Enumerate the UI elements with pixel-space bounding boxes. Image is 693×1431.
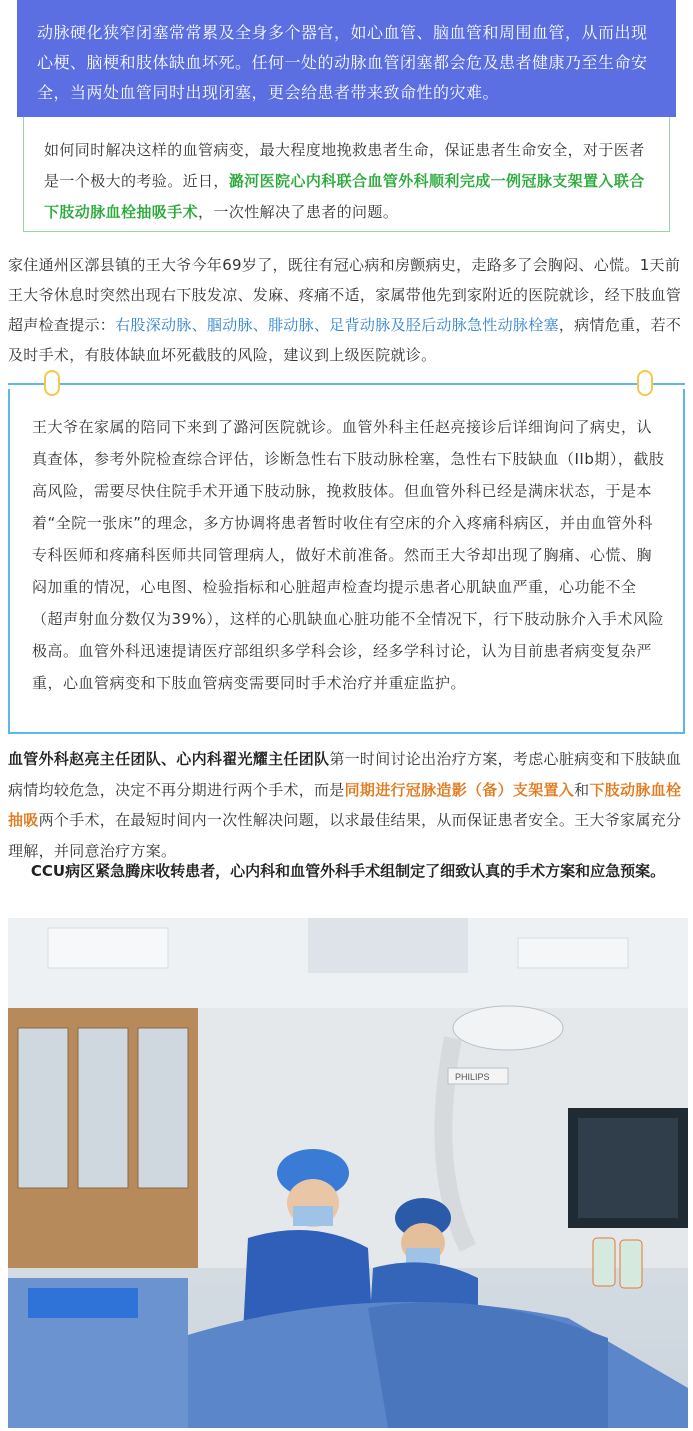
plan-highlight-1: 同期进行冠脉造影（备）支架置入 xyxy=(344,780,575,799)
ceiling-light xyxy=(48,928,168,968)
intro-text-a: 如何同时解决这样的血管病变，最大程度地挽救患者生命，保证患者生命安全，对于医者是一个极大的考验。近日， xyxy=(44,141,645,190)
surgery-scene xyxy=(8,918,688,1428)
plan-teams: 血管外科赵亮主任团队、心内科翟光耀主任团队 xyxy=(8,750,330,768)
surgeon-mask-2 xyxy=(406,1248,440,1264)
intro-highlight: 潞河医院心内科联合血管外科顺利完成一例冠脉支架置入联合下肢动脉血栓抽吸手术 xyxy=(44,172,645,221)
iv-bag-2 xyxy=(620,1240,642,1288)
plan-text-a: 第一时间讨论出治疗方案，考虑心脏病变和下肢缺血病情均较危急，决定不再分期进行两个手术，而是 xyxy=(8,750,682,799)
plan-text-and: 和 xyxy=(574,780,590,799)
intro-text-b: ，一次性解决了患者的问题。 xyxy=(198,203,399,221)
intro-box xyxy=(23,117,670,232)
x-ray-detector xyxy=(453,1006,563,1050)
cabinet-glass-1 xyxy=(18,1028,68,1188)
case-paragraph xyxy=(8,250,688,370)
framed-paragraph xyxy=(8,389,685,734)
caption-text: CCU病区紧急腾床收转患者，心内科和血管外科手术组制定了细致认真的手术方案和应急预案。 xyxy=(30,862,666,880)
ceiling-rail xyxy=(308,918,468,973)
plan-highlight-2: 下肢动脉血栓抽吸 xyxy=(8,780,682,829)
ceiling-light-2 xyxy=(518,938,628,968)
intro-banner xyxy=(17,0,676,117)
case-text-a: 家住通州区漷县镇的王大爷今年69岁了，既往有冠心病和房颤病史，走路多了会胸闷、心慌。1天前王大爷休息时突然出现右下肢发凉、发麻、疼痛不适，家属带他先到家附近的医院就诊，经下肢血管超声检查提示： xyxy=(8,256,682,334)
surgery-photo xyxy=(8,918,688,1428)
framed-text: 王大爷在家属的陪同下来到了潞河医院就诊。血管外科主任赵亮接诊后详细询问了病史，认真查体，参考外院检查综合评估，诊断急性右下肢动脉栓塞，急性右下肢缺血（IIb期），截肢高风险，需要尽快住院手术开通下肢动脉，挽救肢体。但血管外科已经是满床状态，于是本着“全院一张床”的理念，多方协调将患者暂时收住有空床的介入疼痛科病区，并由血管外科专科医师和疼痛科医师共同管理病人，做好术前准备。然而王大爷却出现了胸痛、心慌、胸闷加重的情况，心电图、检验指标和心脏超声检查均提示患者心肌缺血严重，心功能不全（超声射血分数仅为39%），这样的心肌缺血心脏功能不全情况下，行下肢动脉介入手术风险极高。血管外科迅速提请医疗部组织多学科会诊，经多学科讨论，认为目前患者病变复杂严重，心血管病变和下肢血管病变需要同时手术治疗并重症监护。 xyxy=(32,418,665,692)
iv-bag-1 xyxy=(593,1238,615,1286)
plan-text-b: 两个手术，在最短时间内一次性解决问题，以求最佳结果，从而保证患者安全。王大爷家属充分理解，并同意治疗方案。 xyxy=(8,811,682,860)
plan-paragraph xyxy=(8,744,688,866)
monitor-display xyxy=(578,1118,678,1218)
case-text-b: ，病情危重，若不及时手术，有肢体缺血坏死截肢的风险，建议到上级医院就诊。 xyxy=(8,316,682,364)
photo-caption xyxy=(8,858,688,885)
cabinet-glass-3 xyxy=(138,1028,188,1188)
equipment-label: PHILIPS xyxy=(455,1072,490,1082)
surgeon-mask-1 xyxy=(293,1206,333,1226)
instrument-tray xyxy=(28,1288,138,1318)
case-highlight: 右股深动脉、腘动脉、腓动脉、足背动脉及胫后动脉急性动脉栓塞 xyxy=(115,316,559,334)
cabinet-glass-2 xyxy=(78,1028,128,1188)
banner-text: 动脉硬化狭窄闭塞常常累及全身多个器官，如心血管、脑血管和周围血管，从而出现心梗、脑梗和肢体缺血坏死。任何一处的动脉血管闭塞都会危及患者健康乃至生命安全，当两处血管同时出现闭塞，更会给患者带来致命性的灾难。 xyxy=(37,23,648,102)
